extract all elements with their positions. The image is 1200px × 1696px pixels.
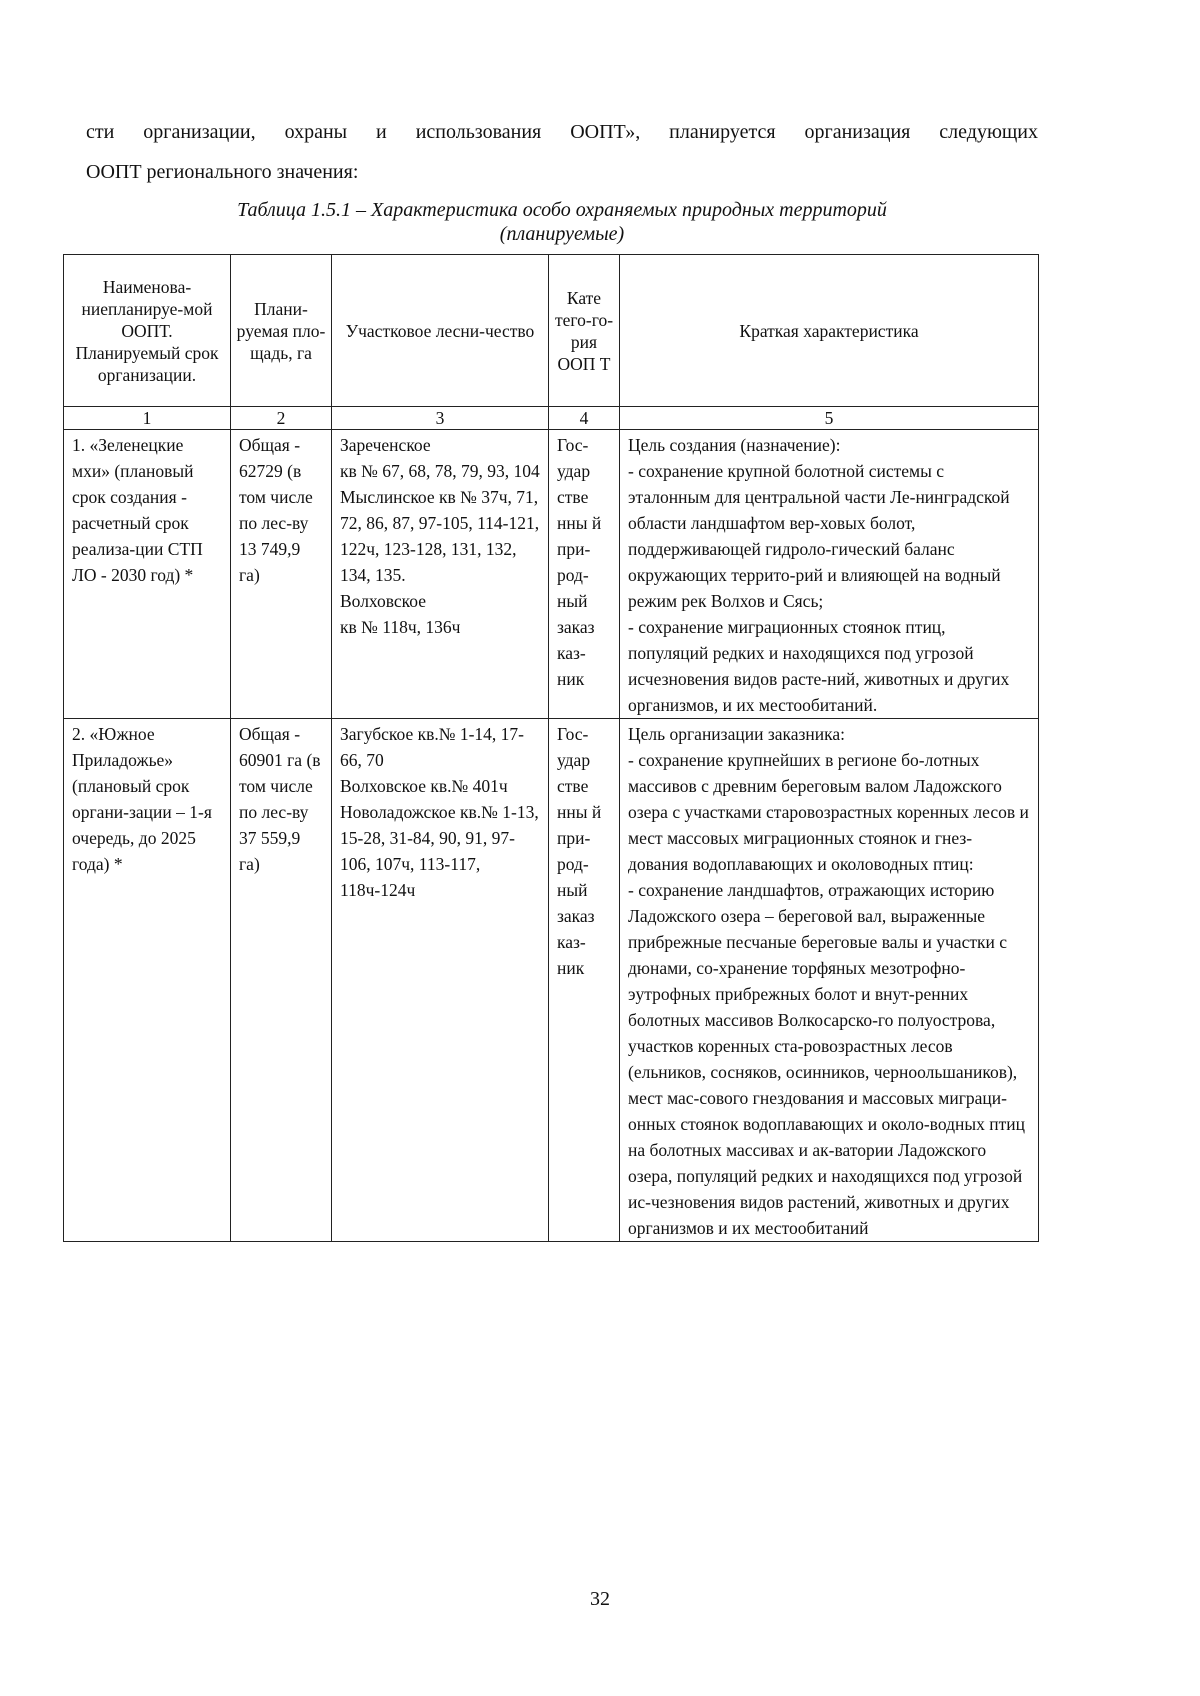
oopt-forestry-cell [332, 719, 549, 1242]
table-header-row [64, 255, 1039, 407]
table-row [64, 719, 1039, 1242]
oopt-description-cell [620, 430, 1039, 719]
intro-paragraph [86, 112, 1038, 192]
oopt-description-cell [620, 719, 1039, 1242]
description-line: - сохранение крупнейших в регионе бо-лотных массивов с древним береговым валом Ладожского озера с участками старовозрастных коренных лесов и мест массовых миграционных стоянок и гнез-дования водоплавающих и околоводных птиц: [628, 750, 1029, 874]
column-numbers-row [64, 407, 1039, 430]
table-caption [86, 198, 1038, 246]
column-number: 4 [549, 407, 620, 430]
description-line: - сохранение ландшафтов, отражающих историю Ладожского озера – береговой вал, выраженные прибрежные песчаные береговые валы и участки с дюнами, со-хранение торфяных мезотрофно-эутрофных прибрежных болот и внут-ренних болотных массивов Волкосарско-го полуострова, участков коренных ста-ровозрастных лесов (ельников, сосняков, осинников, черноольшаников), мест мас-сового гнездования и массовых миграци-онных стоянок водоплавающих и около-водных птиц на болотных массивах и ак-ватории Ладожского озера, популяций редких и находящихся под угрозой ис-чезновения видов растений, животных и других организмов и их местообитаний [628, 880, 1025, 1238]
forestry-line: Загубское кв.№ 1-14, 17-66, 70 [340, 724, 524, 770]
forestry-line: Зареченское [340, 435, 431, 455]
page-number: 32 [590, 1588, 610, 1610]
forestry-line: Волховское [340, 591, 427, 611]
oopt-category-cell: Гос-удар стве нны й при-род-ный заказ каз-ник [549, 430, 620, 719]
description-line: Цель создания (назначение): [628, 435, 841, 455]
column-number: 2 [231, 407, 332, 430]
caption-line-2: (планируемые) [499, 223, 625, 245]
forestry-line: кв № 118ч, 136ч [340, 617, 461, 637]
caption-line-1: Таблица 1.5.1 – Характеристика особо охраняемых природных территорий [237, 199, 887, 221]
oopt-name-cell: 1. «Зеленецкие мхи» (плановый срок создания - расчетный срок реализа-ции СТП ЛО - 2030 год) * [64, 430, 231, 719]
header-forestry: Участковое лесни-чество [332, 255, 549, 407]
intro-line-1: сти организации, охраны и использования ООПТ», планируется организация следующих [86, 121, 1038, 143]
forestry-line: Мыслинское кв № 37ч, 71, 72, 86, 87, 97-105, 114-121, 122ч, 123-128, 131, 132, 134, 135. [340, 487, 540, 585]
oopt-area-cell: Общая - 60901 га (в том числе по лес-ву 37 559,9 га) [231, 719, 332, 1242]
column-number: 3 [332, 407, 549, 430]
forestry-line: Новоладожское кв.№ 1-13, 15-28, 31-84, 90, 91, 97-106, 107ч, 113-117, 118ч-124ч [340, 802, 539, 900]
forestry-line: Волховское кв.№ 401ч [340, 776, 508, 796]
description-line: Цель организации заказника: [628, 724, 846, 744]
header-name: Наименова-ниепланируе-мой ООПТ. Планируемый срок организации. [64, 255, 231, 407]
header-area: Плани-руемая пло-щадь, га [231, 255, 332, 407]
description-line: - сохранение крупной болотной системы с эталонным для центральной части Ле-нинградской области ландшафтом вер-ховых болот, поддерживающей гидроло-гический баланс окружающих террито-рий и влияющей на водный режим рек Волхов и Сясь; [628, 461, 1010, 611]
column-number: 5 [620, 407, 1039, 430]
oopt-forestry-cell [332, 430, 549, 719]
header-category: Кате тего-го-рия ООП Т [549, 255, 620, 407]
oopt-table [63, 254, 1039, 1242]
header-description: Краткая характеристика [620, 255, 1039, 407]
forestry-line: кв № 67, 68, 78, 79, 93, 104 [340, 461, 540, 481]
column-number: 1 [64, 407, 231, 430]
oopt-area-cell: Общая - 62729 (в том числе по лес-ву 13 749,9 га) [231, 430, 332, 719]
table-row [64, 430, 1039, 719]
description-line: - сохранение миграционных стоянок птиц, популяций редких и находящихся под угрозой исчезновения видов расте-ний, животных и других организмов, и их местообитаний. [628, 617, 1010, 715]
oopt-category-cell: Гос-удар стве нны й при-род-ный заказ каз-ник [549, 719, 620, 1242]
oopt-name-cell: 2. «Южное Приладожье» (плановый срок органи-зации – 1-я очередь, до 2025 года) * [64, 719, 231, 1242]
intro-line-2: ООПТ регионального значения: [86, 161, 359, 183]
